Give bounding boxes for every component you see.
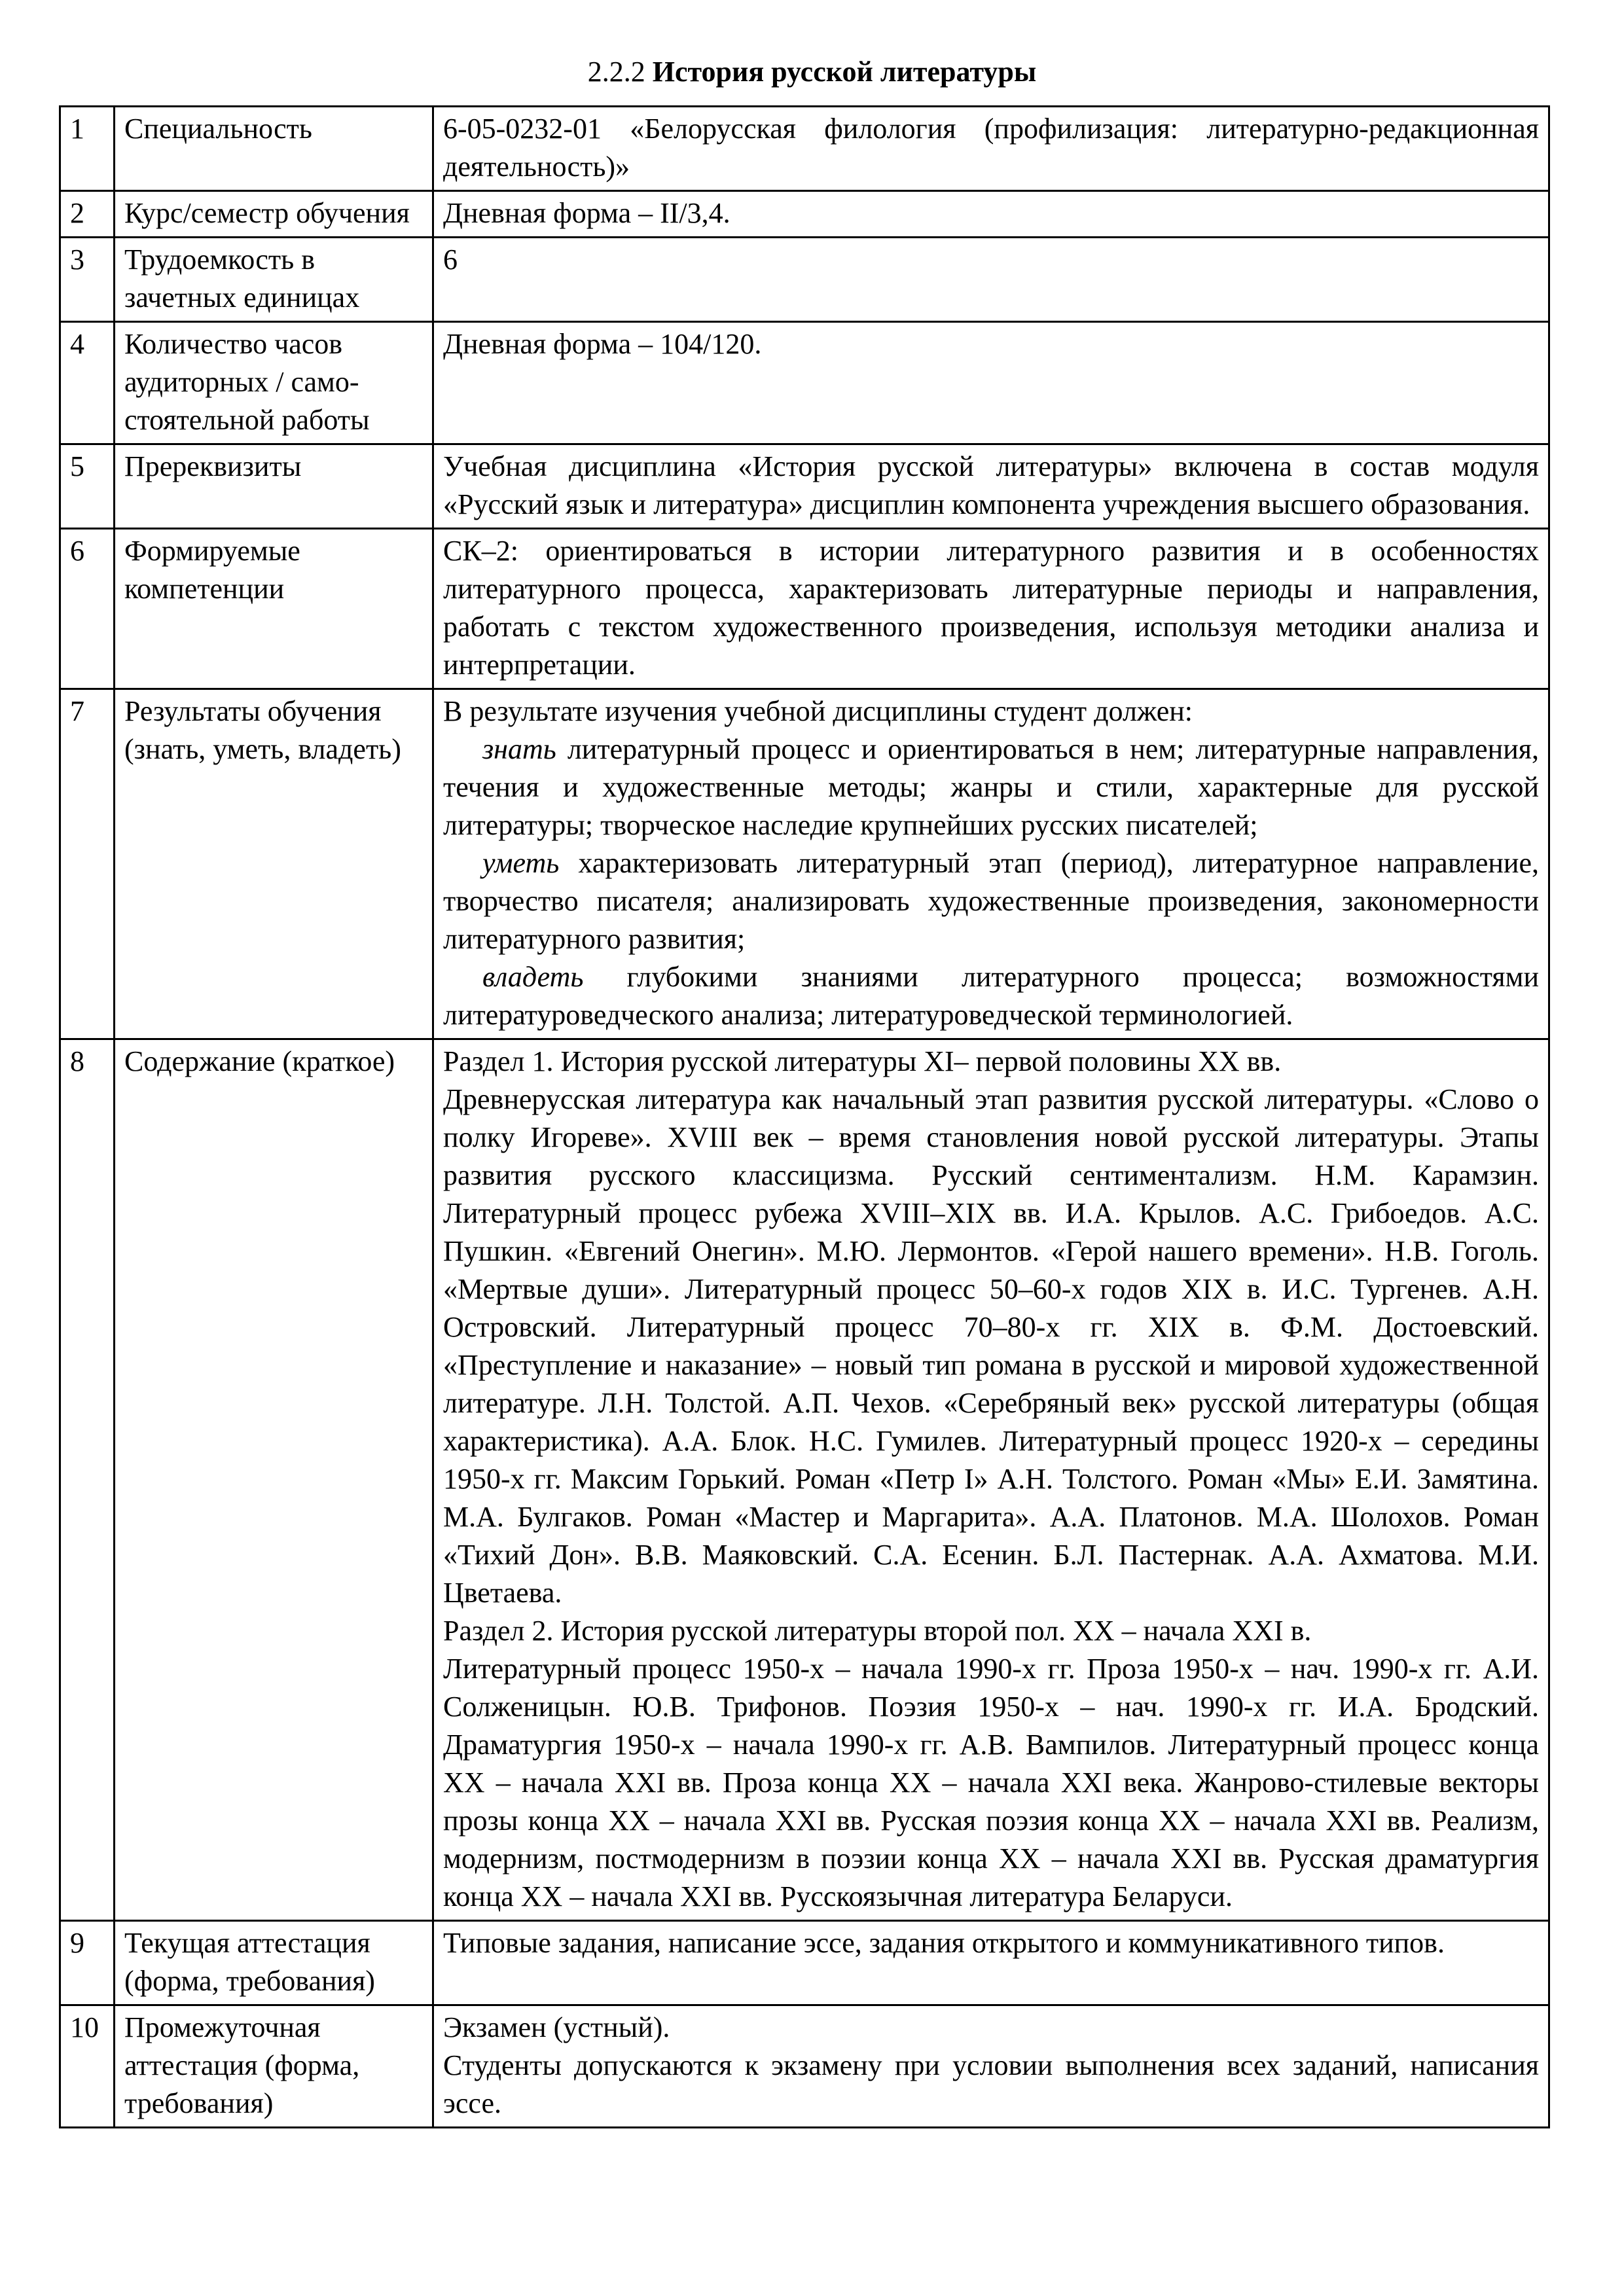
discipline-table bbox=[59, 105, 1550, 2128]
row-label: Трудоемкость в зачетных единицах bbox=[115, 238, 433, 322]
table-row bbox=[60, 689, 1549, 1039]
table-row bbox=[60, 1039, 1549, 1921]
section-2-title: Раздел 2. История русской литературы второй пол. XX – начала XXI в. bbox=[443, 1615, 1312, 1647]
row-number: 5 bbox=[60, 444, 115, 529]
row-label: Курс/семестр обучения bbox=[115, 191, 433, 238]
table-row bbox=[60, 2005, 1549, 2128]
row-number: 9 bbox=[60, 1921, 115, 2005]
row-value: Учебная дисциплина «История русской литературы» включена в состав модуля «Русский язык и литература» дисциплин компонента учреждения высшего образования. bbox=[433, 444, 1549, 529]
table-row bbox=[60, 107, 1549, 191]
outcome-can-text: характеризовать литературный этап (период), литературное направление, творчество писателя; анализировать художественные произведения, закономерности литературного развития; bbox=[443, 847, 1539, 955]
row-label: Содержание (краткое) bbox=[115, 1039, 433, 1921]
outcome-know-text: литературный процесс и ориентироваться в нем; литературные направления, течения и художественные методы; жанры и стили, характерные для русской литературы; творческое наследие крупнейших русских писателей; bbox=[443, 733, 1539, 841]
page-title bbox=[0, 54, 1624, 90]
section-number: 2.2.2 bbox=[587, 56, 645, 88]
row-label: Специальность bbox=[115, 107, 433, 191]
row-value: СК–2: ориентироваться в истории литературного развития и в особенностях литературного процесса, характеризовать литературные периоды и направления, работать с текстом художественного произведения, используя методики анализа и интерпретации. bbox=[433, 529, 1549, 689]
table-row bbox=[60, 1921, 1549, 2005]
outcomes-intro: В результате изучения учебной дисциплины студент должен: bbox=[443, 695, 1193, 727]
row-value: 6-05-0232-01 «Белорусская филология (профилизация: литературно-редакционная деятельность)» bbox=[433, 107, 1549, 191]
assessment-value bbox=[433, 2005, 1549, 2128]
outcome-own bbox=[443, 958, 1539, 1034]
row-value: 6 bbox=[433, 238, 1549, 322]
row-number: 3 bbox=[60, 238, 115, 322]
row-value: Типовые задания, написание эссе, задания открытого и коммуникативного типов. bbox=[433, 1921, 1549, 2005]
row-number: 7 bbox=[60, 689, 115, 1039]
keyword-know: знать bbox=[482, 733, 556, 765]
keyword-can: уметь bbox=[482, 847, 560, 879]
outcome-can bbox=[443, 844, 1539, 958]
exam-type: Экзамен (устный). bbox=[443, 2011, 670, 2043]
table-row bbox=[60, 238, 1549, 322]
table-row bbox=[60, 444, 1549, 529]
row-value: Дневная форма – 104/120. bbox=[433, 322, 1549, 444]
row-label: Количество часов аудиторных / само-стоятельной работы bbox=[115, 322, 433, 444]
section-1-title: Раздел 1. История русской литературы XI– первой половины XX вв. bbox=[443, 1045, 1282, 1077]
table-row bbox=[60, 322, 1549, 444]
course-content bbox=[433, 1039, 1549, 1921]
row-label: Результаты обучения (знать, уметь, владеть) bbox=[115, 689, 433, 1039]
row-number: 4 bbox=[60, 322, 115, 444]
row-number: 1 bbox=[60, 107, 115, 191]
row-number: 6 bbox=[60, 529, 115, 689]
section-1-text: Древнерусская литература как начальный этап развития русской литературы. «Слово о полку Игореве». XVIII век – время становления новой русской литературы. Этапы развития русского классицизма. Русский сентиментализм. Н.М. Карамзин. Литературный процесс рубежа XVIII–XIX вв. И.А. Крылов. А.С. Грибоедов. А.С. Пушкин. «Евгений Онегин». М.Ю. Лермонтов. «Герой нашего времени». Н.В. Гоголь. «Мертвые души». Литературный процесс 50–60-х годов XIX в. И.С. Тургенев. А.Н. Островский. Литературный процесс 70–80-х гг. XIX в. Ф.М. Достоевский. «Преступление и наказание» – новый тип романа в русской и мировой художественной литературе. Л.Н. Толстой. А.П. Чехов. «Серебряный век» русской литературы (общая характеристика). А.А. Блок. Н.С. Гумилев. Литературный процесс 1920-х – середины 1950-х гг. Максим Горький. Роман «Петр I» А.Н. Толстого. Роман «Мы» Е.И. Замятина. М.А. Булгаков. Роман «Мастер и Маргарита». А.А. Платонов. М.А. Шолохов. Роман «Тихий Дон». В.В. Маяковский. С.А. Есенин. Б.Л. Пастернак. А.А. Ахматова. М.И. Цветаева. bbox=[443, 1083, 1539, 1609]
section-2-text: Литературный процесс 1950-х – начала 1990-х гг. Проза 1950-х – нач. 1990-х гг. А.И. Солженицын. Ю.В. Трифонов. Поэзия 1950-х – нач. 1990-х гг. И.А. Бродский. Драматургия 1950-х – начала 1990-х гг. А.В. Вампилов. Литературный процесс конца XX – начала XXI вв. Проза конца XX – начала XXI века. Жанрово-стилевые векторы прозы конца XX – начала XXI вв. Русская поэзия конца XX – начала XXI вв. Реализм, модернизм, постмодернизм в поэзии конца XX – начала XXI вв. Русская драматургия конца XX – начала XXI вв. Русскоязычная литература Беларуси. bbox=[443, 1653, 1539, 1912]
outcome-own-text: глубокими знаниями литературного процесса; возможностями литературоведческого анализа; литературоведческой терминологией. bbox=[443, 961, 1539, 1031]
table-row bbox=[60, 529, 1549, 689]
row-number: 2 bbox=[60, 191, 115, 238]
row-value: Дневная форма – II/3,4. bbox=[433, 191, 1549, 238]
outcome-know bbox=[443, 730, 1539, 844]
table-row bbox=[60, 191, 1549, 238]
keyword-own: владеть bbox=[482, 961, 584, 993]
exam-conditions: Студенты допускаются к экзамену при условии выполнения всех заданий, написания эссе. bbox=[443, 2049, 1539, 2119]
section-title: История русской литературы bbox=[652, 56, 1037, 88]
row-label: Пререквизиты bbox=[115, 444, 433, 529]
row-number: 8 bbox=[60, 1039, 115, 1921]
row-label: Промежуточная аттестация (форма, требования) bbox=[115, 2005, 433, 2128]
row-label: Формируемые компетенции bbox=[115, 529, 433, 689]
row-number: 10 bbox=[60, 2005, 115, 2128]
learning-outcomes bbox=[433, 689, 1549, 1039]
row-label: Текущая аттестация (форма, требования) bbox=[115, 1921, 433, 2005]
